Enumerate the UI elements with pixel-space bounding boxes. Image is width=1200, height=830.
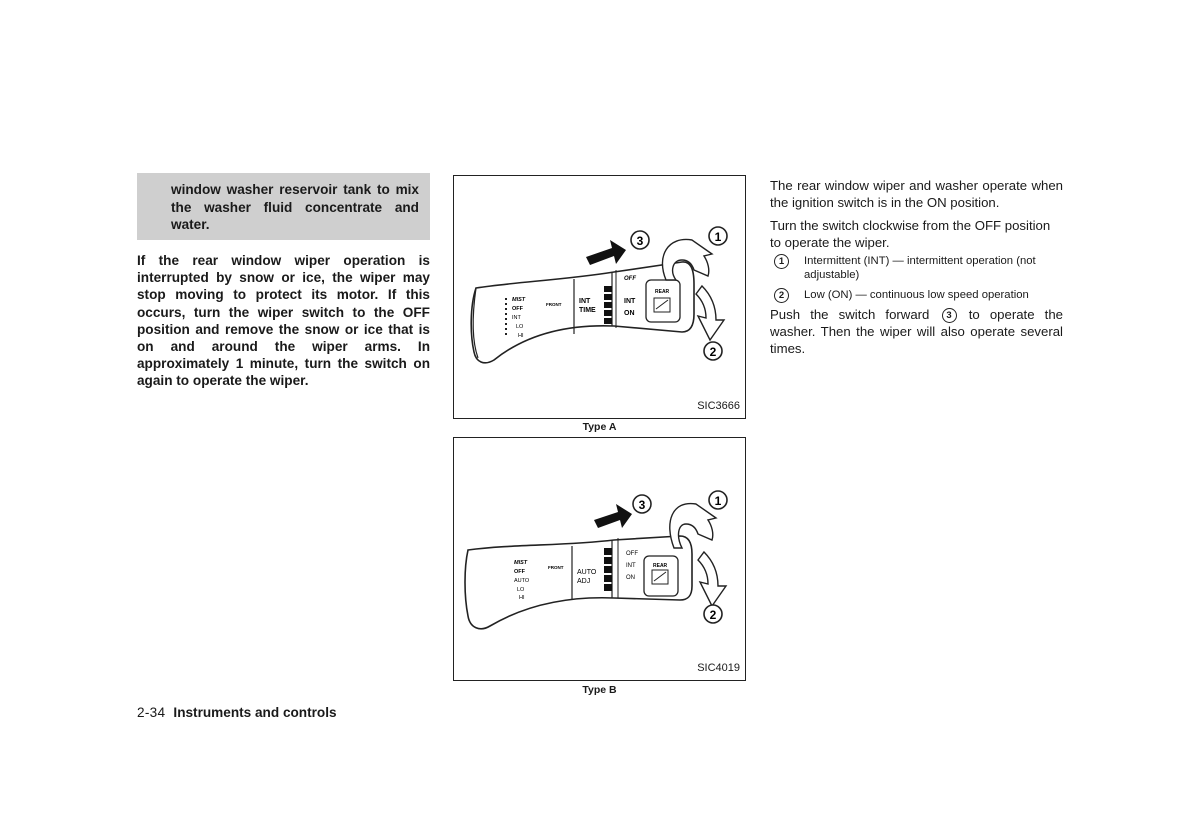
page-footer xyxy=(137,705,337,720)
number-badge: 1 xyxy=(774,254,789,269)
label-mid-1: INT xyxy=(579,298,591,305)
rotate-arrow-1 xyxy=(670,504,716,548)
list-item-text: Intermittent (INT) — intermittent operation (not adjustable) xyxy=(804,255,1036,281)
label-rear-int: INT xyxy=(624,298,636,305)
washer-text-end: to operate the washer. Then the wiper will also operate several times. xyxy=(770,307,1064,356)
label-mid-1: AUTO xyxy=(577,569,597,576)
section-title: Instruments and controls xyxy=(173,705,337,720)
label-rear-off: OFF xyxy=(624,276,636,282)
list-item-text: Low (ON) — continuous low speed operation xyxy=(804,289,1029,301)
callout-1: 1 xyxy=(714,230,722,244)
label-rear-knob: REAR xyxy=(655,289,670,295)
callout-1: 1 xyxy=(714,494,722,508)
figure-code: SIC4019 xyxy=(697,662,740,674)
label-mid-2: TIME xyxy=(579,307,596,314)
label-lo: LO xyxy=(516,324,524,330)
paragraph-turn-switch: Turn the switch clockwise from the OFF position to operate the wiper. xyxy=(770,218,1051,250)
callout-2: 2 xyxy=(709,345,717,359)
label-front: FRONT xyxy=(548,565,564,570)
label-lo: LO xyxy=(517,587,525,593)
note-box xyxy=(137,173,430,240)
push-arrow xyxy=(586,240,626,265)
warning-paragraph: If the rear window wiper operation is interrupted by snow or ice, the wiper may stop moving to protect its motor. If this occurs, turn the wiper switch to the OFF position and remove the snow or ice that is on and around the wiper arms. In approximately 1 minute, turn the switch on again to operate the wiper. xyxy=(137,253,430,389)
label-rear-off: OFF xyxy=(626,551,638,557)
number-badge: 3 xyxy=(942,308,957,323)
figure-caption-b: Type B xyxy=(582,684,617,696)
page-number: 2-34 xyxy=(137,705,166,720)
label-mist: MIST xyxy=(514,560,528,566)
number-badge: 2 xyxy=(774,288,789,303)
push-arrow xyxy=(594,504,632,528)
figure-type-b xyxy=(453,437,746,681)
label-rear-knob: REAR xyxy=(653,563,668,569)
washer-text-start: Push the switch forward xyxy=(770,307,930,322)
label-off: OFF xyxy=(514,569,525,575)
wiper-switch-illustration-b xyxy=(454,438,745,680)
figure-caption-a: Type A xyxy=(582,421,617,433)
label-rear-on: ON xyxy=(624,310,635,317)
label-int: INT xyxy=(512,315,521,321)
label-mid-2: ADJ xyxy=(577,578,591,585)
label-rear-on: ON xyxy=(626,575,635,581)
note-box-text: window washer reservoir tank to mix the washer fluid concentrate and water. xyxy=(171,182,419,232)
label-mist: MIST xyxy=(512,297,526,303)
label-off: OFF xyxy=(512,306,523,312)
paragraph-operation: The rear window wiper and washer operate when the ignition switch is in the ON position. xyxy=(770,178,1063,210)
callout-3: 3 xyxy=(638,498,646,512)
list-item xyxy=(770,254,1063,282)
paragraph-washer xyxy=(770,306,1063,357)
wiper-switch-illustration-a xyxy=(454,176,745,418)
callout-3: 3 xyxy=(636,234,644,248)
rotate-arrow-2 xyxy=(696,286,724,340)
label-auto: AUTO xyxy=(514,578,530,584)
label-rear-int: INT xyxy=(626,563,636,569)
list-item xyxy=(770,288,1063,302)
callout-2: 2 xyxy=(709,608,717,622)
figure-code: SIC3666 xyxy=(697,400,740,412)
label-hi: HI xyxy=(518,333,524,339)
figure-type-a xyxy=(453,175,746,419)
rotate-arrow-2 xyxy=(698,552,726,606)
label-front: FRONT xyxy=(546,302,562,307)
label-hi: HI xyxy=(519,595,525,601)
